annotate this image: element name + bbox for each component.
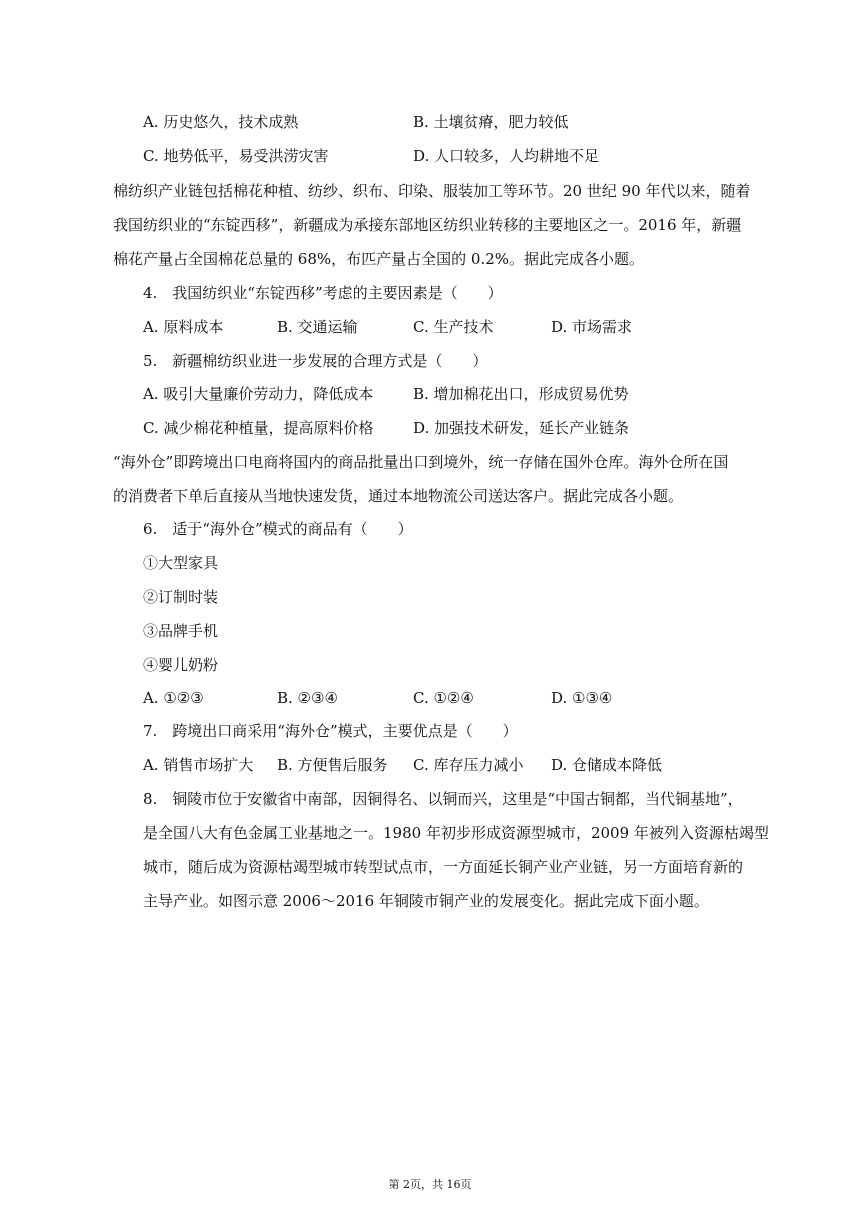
page-footer: 第 2页，共 16页 bbox=[388, 1178, 472, 1191]
passage1-line-2: 我国纺织业的“东锭西移”，新疆成为承接东部地区纺织业转移的主要地区之一。2016 年，新疆 bbox=[113, 216, 742, 234]
q5-option-a: A. 吸引大量廉价劳动力，降低成本 bbox=[143, 385, 374, 403]
q6-option-a: A. ①②③ bbox=[143, 689, 204, 707]
q6-item-4: ④婴儿奶粉 bbox=[143, 656, 219, 674]
q8-line-2: 是全国八大有色金属工业基地之一。1980 年初步形成资源型城市，2009 年被列入资源枯竭型 bbox=[143, 824, 769, 842]
q3-option-a: A. 历史悠久，技术成熟 bbox=[143, 113, 299, 131]
q4-option-b: B. 交通运输 bbox=[277, 318, 358, 336]
q8-line-3: 城市，随后成为资源枯竭型城市转型试点市，一方面延长铜产业产业链，另一方面培育新的 bbox=[143, 858, 744, 876]
passage1-line-1: 棉纺织产业链包括棉花种植、纺纱、织布、印染、服装加工等环节。20 世纪 90 年代以来，随着 bbox=[113, 182, 751, 200]
q4-option-c: C. 生产技术 bbox=[413, 318, 494, 336]
q8-line-1: 8. 铜陵市位于安徽省中南部，因铜得名、以铜而兴，这里是“中国古铜都，当代铜基地”， bbox=[143, 790, 743, 808]
q7-option-a: A. 销售市场扩大 bbox=[143, 756, 254, 774]
q3-option-d: D. 人口较多，人均耕地不足 bbox=[413, 147, 600, 165]
q6-option-c: C. ①②④ bbox=[413, 689, 474, 707]
q5-stem: 5. 新疆棉纺织业进一步发展的合理方式是（ ） bbox=[143, 352, 488, 370]
q5-option-c: C. 减少棉花种植量，提高原料价格 bbox=[143, 419, 374, 437]
q6-item-2: ②订制时装 bbox=[143, 588, 219, 606]
q4-option-a: A. 原料成本 bbox=[143, 318, 224, 336]
q7-option-c: C. 库存压力减小 bbox=[413, 756, 524, 774]
q5-option-b: B. 增加棉花出口，形成贸易优势 bbox=[413, 385, 629, 403]
q3-option-c: C. 地势低平，易受洪涝灾害 bbox=[143, 147, 329, 165]
q5-option-d: D. 加强技术研发，延长产业链条 bbox=[413, 419, 630, 437]
q7-stem: 7. 跨境出口商采用“海外仓”模式，主要优点是（ ） bbox=[143, 722, 518, 740]
q4-option-d: D. 市场需求 bbox=[551, 318, 633, 336]
q4-stem: 4. 我国纺织业“东锭西移”考虑的主要因素是（ ） bbox=[143, 284, 503, 302]
q7-option-b: B. 方便售后服务 bbox=[277, 756, 388, 774]
q6-option-d: D. ①③④ bbox=[551, 689, 613, 707]
q6-item-3: ③品牌手机 bbox=[143, 622, 219, 640]
passage1-line-3: 棉花产量占全国棉花总量的 68%，布匹产量占全国的 0.2%。据此完成各小题。 bbox=[113, 250, 644, 268]
passage2-line-1: “海外仓”即跨境出口电商将国内的商品批量出口到境外，统一存储在国外仓库。海外仓所在国 bbox=[113, 453, 729, 471]
q8-line-4: 主导产业。如图示意 2006～2016 年铜陵市铜产业的发展变化。据此完成下面小题。 bbox=[143, 892, 709, 910]
q6-option-b: B. ②③④ bbox=[277, 689, 338, 707]
q6-stem: 6. 适于“海外仓”模式的商品有（ ） bbox=[143, 520, 413, 538]
q3-option-b: B. 土壤贫瘠，肥力较低 bbox=[413, 113, 569, 131]
q6-item-1: ①大型家具 bbox=[143, 554, 219, 572]
q7-option-d: D. 仓储成本降低 bbox=[551, 756, 663, 774]
passage2-line-2: 的消费者下单后直接从当地快速发货，通过本地物流公司送达客户。据此完成各小题。 bbox=[113, 487, 684, 505]
